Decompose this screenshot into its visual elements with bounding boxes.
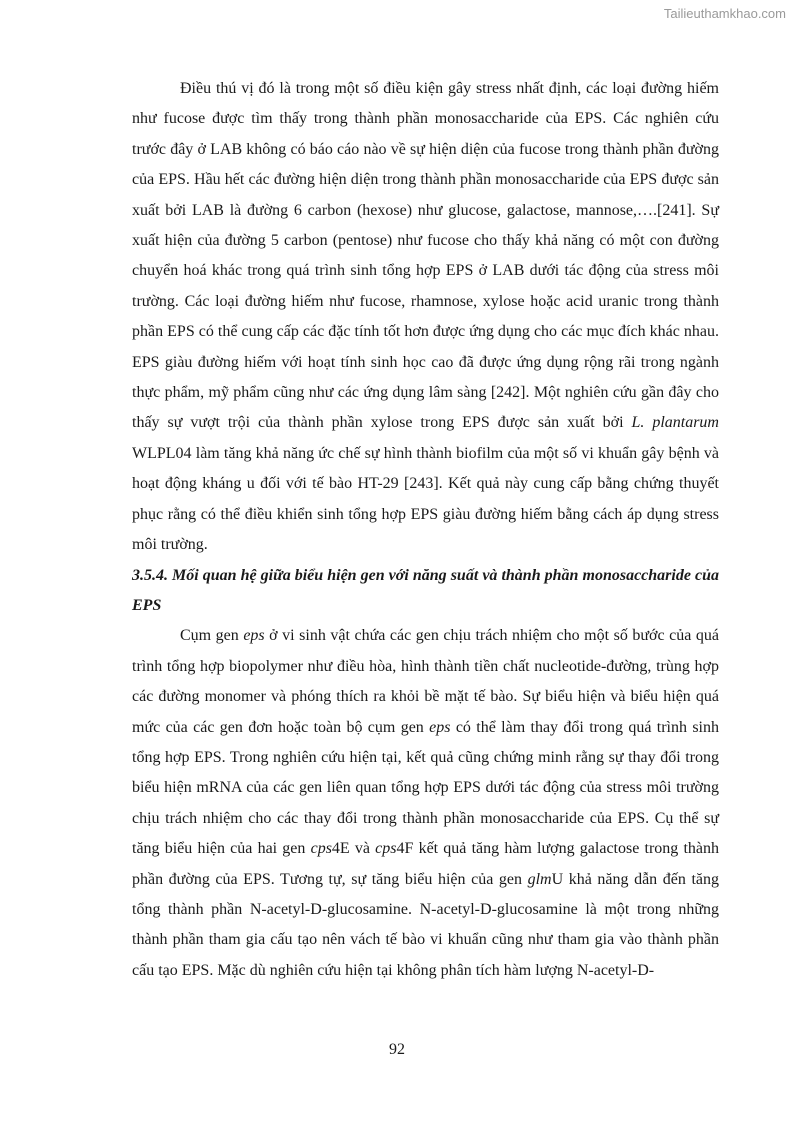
- gene-name: glm: [527, 870, 552, 888]
- paragraph-text: 4F kết quả tăng hàm lượng galactose trong thành phần đường của EPS. Tương tự, sự tăng biểu hiện của gen: [132, 840, 720, 888]
- paragraph-text: Cụm gen: [180, 627, 244, 645]
- paragraph-text: có thể làm thay đổi trong quá trình sinh tổng hợp EPS. Trong nghiên cứu hiện tại, kết quả cũng chứng minh rằng sự thay đổi trong biểu hiện mRNA của các gen liên quan tổng hợp EPS dưới tác động của stress môi trường chịu trách nhiệm cho các thay đổi trong thành phần monosaccharide của EPS. Cụ thể sự tăng biểu hiện của hai gen: [132, 718, 719, 858]
- paragraph-text: ở vi sinh vật chứa các gen chịu trách nhiệm cho một số bước của quá trình tổng hợp biopolymer như điều hòa, hình thành tiền chất nucleotide-đường, trùng hợp các đường monomer và phóng thích ra khỏi bề mặt tế bào. Sự biểu hiện và biểu hiện quá mức của các gen đơn hoặc toàn bộ cụm gen: [132, 627, 720, 736]
- gene-name: eps: [243, 627, 265, 645]
- paragraph-gene-expression: [132, 621, 719, 986]
- section-heading: 3.5.4. Mối quan hệ giữa biểu hiện gen với năng suất và thành phần monosaccharide của EPS: [132, 566, 719, 614]
- page-number: 92: [389, 1041, 405, 1058]
- paragraph-text: 4E và: [331, 840, 376, 858]
- gene-name: cps: [310, 840, 332, 858]
- gene-name: cps: [375, 840, 397, 858]
- paragraph-text: U khả năng dẫn đến tăng tổng thành phần N-acetyl-D-glucosamine. N-acetyl-D-glucosamine là một trong những thành phần tham gia cấu tạo nên vách tế bào vi khuẩn cũng như tham gia vào thành phần cấu tạo EPS. Mặc dù nghiên cứu hiện tại không phân tích hàm lượng N-acetyl-D-: [132, 870, 719, 979]
- paragraph-text: Điều thú vị đó là trong một số điều kiện gây stress nhất định, các loại đường hiếm như fucose được tìm thấy trong thành phần monosaccharide của EPS. Các nghiên cứu trước đây ở LAB không có báo cáo nào về sự hiện diện của fucose trong thành phần đường của EPS. Hầu hết các đường hiện diện trong thành phần monosaccharide của EPS được sản xuất bởi LAB là đường 6 carbon (hexose) như glucose, galactose, mannose,….[241]. Sự xuất hiện của đường 5 carbon (pentose) như fucose cho thấy khả năng có một con đường chuyển hoá khác trong quá trình sinh tổng hợp EPS ở LAB dưới tác động của stress môi trường. Các loại đường hiếm như fucose, rhamnose, xylose hoặc acid uranic trong thành phần EPS có thể cung cấp các đặc tính tốt hơn được ứng dụng cho các mục đích khác nhau. EPS giàu đường hiếm với hoạt tính sinh học cao đã được ứng dụng rộng rãi trong ngành thực phẩm, mỹ phẩm cũng như các ứng dụng lâm sàng [242]. Một nghiên cứu gần đây cho thấy sự vượt trội của thành phần xylose trong EPS được sản xuất bởi: [132, 80, 719, 432]
- paragraph-text: WLPL04 làm tăng khả năng ức chế sự hình thành biofilm của một số vi khuẩn gây bệnh và hoạt động kháng u đối với tế bào HT-29 [243]. Kết quả này cung cấp bằng chứng thuyết phục rằng có thể điều khiển sinh tổng hợp EPS giàu đường hiếm bằng cách áp dụng stress môi trường.: [132, 444, 719, 554]
- page-content: [132, 74, 719, 986]
- paragraph-rare-sugars: [132, 74, 719, 561]
- gene-name: eps: [429, 718, 451, 736]
- species-name: L. plantarum: [631, 414, 719, 432]
- watermark: Tailieuthamkhao.com: [663, 6, 786, 21]
